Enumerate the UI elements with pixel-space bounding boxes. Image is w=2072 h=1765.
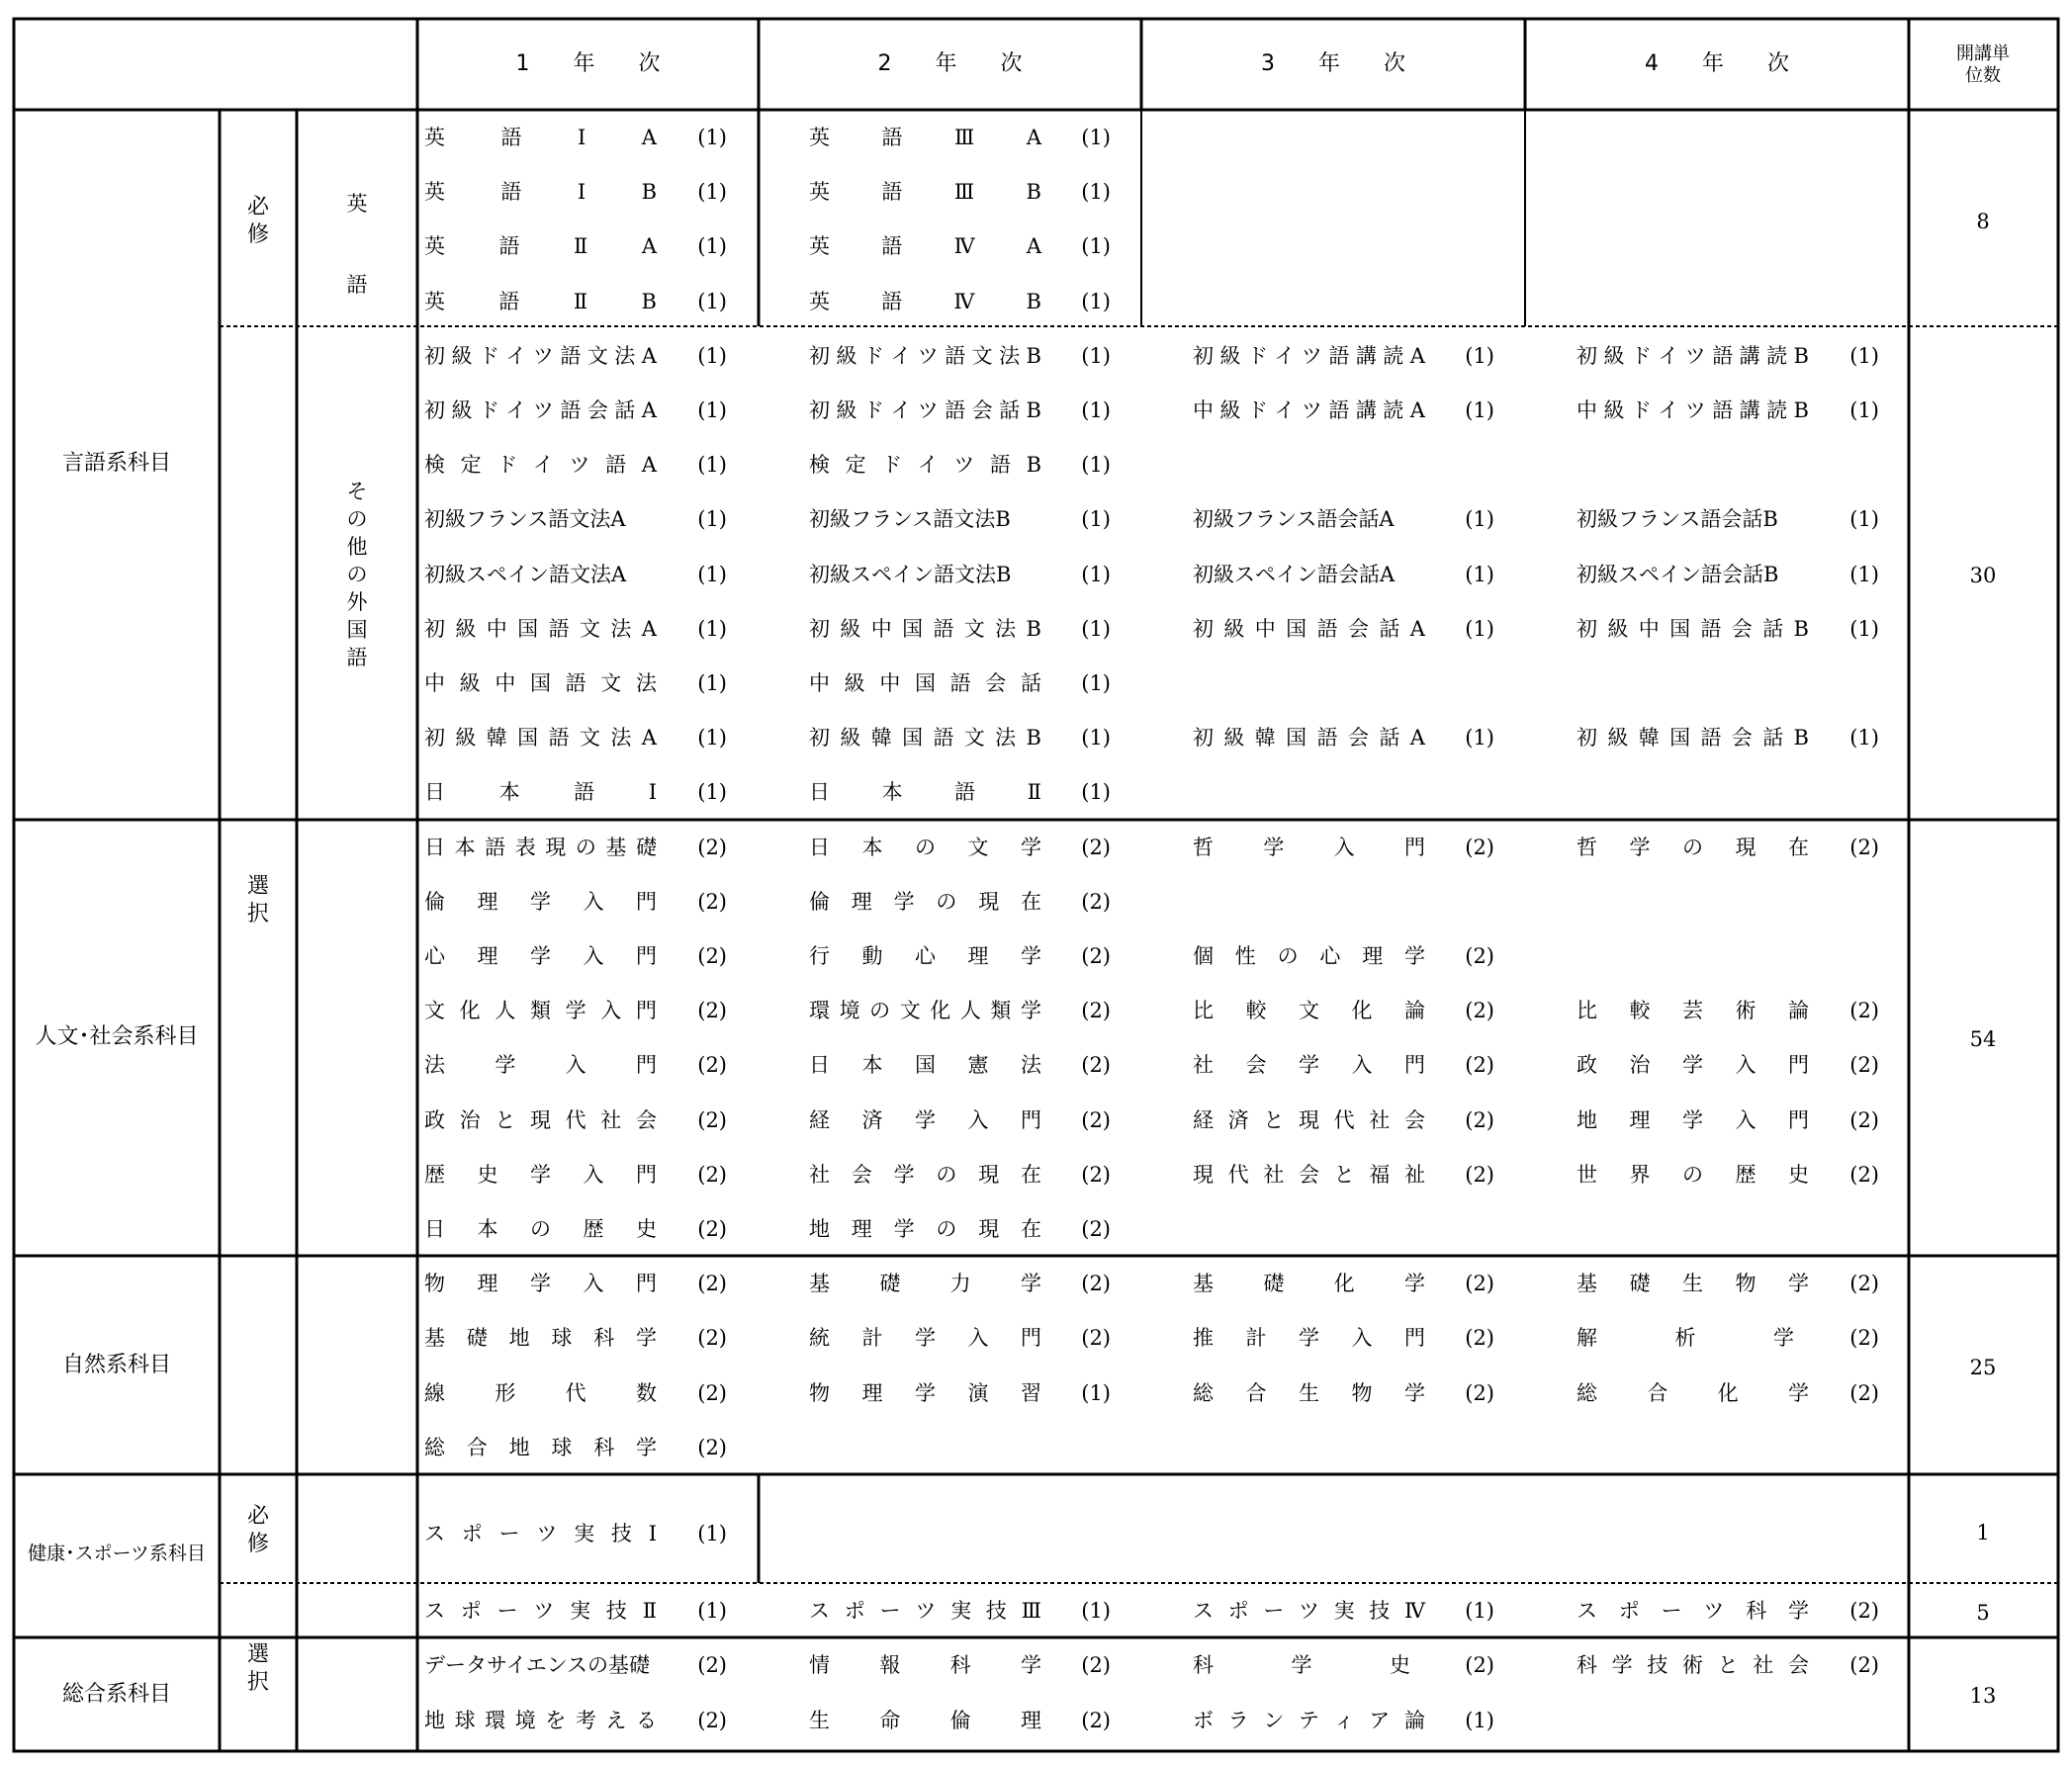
course-credits: (1) bbox=[1465, 562, 1494, 586]
header-year-4: 4 年 次 bbox=[1645, 51, 1789, 76]
course-credits: (1) bbox=[697, 180, 727, 205]
course-credits: (2) bbox=[697, 889, 727, 914]
course-credits: (1) bbox=[697, 289, 727, 313]
course-name: 科 学 史 bbox=[1193, 1653, 1410, 1677]
course-name: 基 礎 生 物 学 bbox=[1577, 1272, 1809, 1296]
course-credits: (1) bbox=[1849, 616, 1879, 641]
course-name: 初級フランス語会話B bbox=[1577, 507, 1778, 532]
course-name: 歴 史 学 入 門 bbox=[424, 1162, 657, 1187]
course-credits: (2) bbox=[697, 1326, 727, 1351]
course-credits: (1) bbox=[1081, 234, 1111, 259]
course-name: ス ポ ー ツ 実 技 Ⅲ bbox=[809, 1599, 1041, 1623]
course-credits: (2) bbox=[697, 999, 727, 1023]
course-name: ス ポ ー ツ 実 技 Ⅳ bbox=[1193, 1599, 1425, 1623]
course-credits: (1) bbox=[697, 1522, 727, 1545]
course-name: 初級スペイン語会話A bbox=[1193, 562, 1396, 586]
course-name: 中 級 中 国 語 文 法 bbox=[424, 671, 657, 695]
course-name: 初 級 韓 国 語 文 法 B bbox=[809, 726, 1041, 750]
course-credits: (2) bbox=[1081, 1053, 1111, 1078]
course-name: 初級フランス語文法B bbox=[809, 507, 1011, 532]
units-general: 13 bbox=[1969, 1684, 1997, 1708]
course-credits: (1) bbox=[1081, 343, 1111, 368]
course-credits: (2) bbox=[1849, 1380, 1879, 1405]
course-name: 個 性 の 心 理 学 bbox=[1193, 944, 1425, 968]
course-name: 初 級 ド イ ツ 語 文 法 A bbox=[424, 343, 657, 368]
course-credits: (2) bbox=[697, 1653, 727, 1677]
course-name: 哲 学 入 門 bbox=[1193, 835, 1425, 859]
header-year-1: 1 年 次 bbox=[515, 51, 661, 76]
course-name: 総 合 生 物 学 bbox=[1193, 1380, 1425, 1405]
course-credits: (1) bbox=[1849, 507, 1879, 532]
course-name: 英 語 Ⅲ A bbox=[809, 126, 1041, 149]
course-credits: (1) bbox=[1081, 289, 1111, 313]
course-credits: (1) bbox=[697, 234, 727, 259]
course-name: 初級スペイン語文法B bbox=[809, 562, 1012, 586]
course-name: 英 語 Ⅰ B bbox=[424, 180, 657, 205]
header-units: 開講単位数 bbox=[1956, 44, 2010, 86]
category-humanities: 人文･社会系科目 bbox=[35, 1024, 199, 1049]
course-name: 比 較 芸 術 論 bbox=[1577, 999, 1809, 1023]
course-credits: (2) bbox=[1465, 1162, 1494, 1187]
course-credits: (2) bbox=[1465, 1380, 1494, 1405]
course-name: 法 学 入 門 bbox=[424, 1053, 657, 1078]
subcategory-english: 英語 bbox=[346, 192, 368, 297]
course-credits: (2) bbox=[1465, 944, 1494, 968]
course-credits: (1) bbox=[697, 671, 727, 695]
flag-elective-general: 選択 bbox=[246, 1642, 269, 1695]
course-credits: (1) bbox=[1081, 671, 1111, 695]
course-credits: (1) bbox=[1849, 726, 1879, 750]
course-credits: (1) bbox=[697, 507, 727, 532]
course-credits: (2) bbox=[1081, 1217, 1111, 1241]
course-credits: (2) bbox=[1849, 1272, 1879, 1296]
course-name: 倫 理 学 入 門 bbox=[424, 889, 657, 914]
course-credits: (2) bbox=[1081, 1653, 1111, 1677]
course-credits: (2) bbox=[1081, 889, 1111, 914]
course-credits: (2) bbox=[1849, 1653, 1879, 1677]
course-name: 総 合 化 学 bbox=[1577, 1380, 1809, 1405]
course-name: 情 報 科 学 bbox=[809, 1653, 1041, 1677]
course-name: 初 級 韓 国 語 会 話 B bbox=[1577, 726, 1809, 750]
course-credits: (2) bbox=[1081, 1272, 1111, 1296]
course-credits: (2) bbox=[697, 1272, 727, 1296]
course-name: 初級フランス語文法A bbox=[424, 507, 626, 532]
course-credits: (2) bbox=[1081, 999, 1111, 1023]
course-credits: (1) bbox=[697, 562, 727, 586]
course-name: 初 級 ド イ ツ 語 文 法 B bbox=[809, 343, 1041, 368]
course-name: 総 合 地 球 科 学 bbox=[424, 1435, 657, 1459]
course-name: 基 礎 力 学 bbox=[809, 1272, 1041, 1296]
course-name: 初 級 中 国 語 会 話 A bbox=[1193, 616, 1425, 641]
course-name: 物 理 学 演 習 bbox=[809, 1380, 1041, 1405]
flag-required: 必修 bbox=[246, 195, 269, 247]
course-credits: (2) bbox=[697, 1709, 727, 1732]
course-credits: (2) bbox=[1849, 1162, 1879, 1187]
course-credits: (1) bbox=[1081, 126, 1111, 149]
course-name: 初 級 韓 国 語 文 法 A bbox=[424, 726, 657, 750]
units-sports-required: 1 bbox=[1976, 1521, 1990, 1544]
course-name: ス ポ ー ツ 科 学 bbox=[1577, 1599, 1809, 1623]
course-name: 英 語 Ⅲ B bbox=[809, 180, 1041, 205]
course-name: 現 代 社 会 と 福 祉 bbox=[1193, 1162, 1425, 1187]
course-credits: (2) bbox=[1849, 1326, 1879, 1351]
course-credits: (1) bbox=[1081, 453, 1111, 478]
course-credits: (1) bbox=[697, 126, 727, 149]
course-name: 中 級 ド イ ツ 語 講 読 B bbox=[1577, 398, 1809, 422]
course-credits: (1) bbox=[697, 726, 727, 750]
course-name: ス ポ ー ツ 実 技 Ⅱ bbox=[424, 1599, 657, 1623]
course-name: 初級スペイン語会話B bbox=[1577, 562, 1779, 586]
units-science: 25 bbox=[1969, 1356, 1997, 1379]
course-credits: (1) bbox=[697, 343, 727, 368]
course-credits: (1) bbox=[1081, 726, 1111, 750]
course-credits: (2) bbox=[697, 1435, 727, 1459]
course-name: データサイエンスの基礎 bbox=[424, 1653, 651, 1677]
header-year-3: 3 年 次 bbox=[1261, 51, 1405, 76]
course-credits: (2) bbox=[1465, 1326, 1494, 1351]
course-name: 英 語 Ⅳ A bbox=[809, 234, 1041, 259]
course-name: 初級スペイン語文法A bbox=[424, 562, 627, 586]
course-credits: (2) bbox=[697, 1162, 727, 1187]
course-credits: (1) bbox=[1465, 343, 1494, 368]
course-credits: (2) bbox=[1849, 1107, 1879, 1132]
course-credits: (1) bbox=[697, 780, 727, 805]
course-name: 中 級 ド イ ツ 語 講 読 A bbox=[1193, 398, 1425, 422]
course-name: 文 化 人 類 学 入 門 bbox=[424, 999, 657, 1023]
course-credits: (1) bbox=[1465, 1709, 1494, 1732]
course-name: 初 級 ド イ ツ 語 会 話 B bbox=[809, 398, 1041, 422]
course-name: 英 語 Ⅳ B bbox=[809, 289, 1041, 313]
course-name: 科 学 技 術 と 社 会 bbox=[1577, 1653, 1809, 1677]
header-year-2: 2 年 次 bbox=[877, 51, 1023, 76]
course-name: 初級フランス語会話A bbox=[1193, 507, 1395, 532]
course-credits: (1) bbox=[1081, 780, 1111, 805]
course-name: 基 礎 地 球 科 学 bbox=[424, 1326, 657, 1351]
course-name: 中 級 中 国 語 会 話 bbox=[809, 671, 1041, 695]
course-credits: (2) bbox=[1849, 1599, 1879, 1623]
course-name: 日 本 国 憲 法 bbox=[809, 1053, 1041, 1078]
course-name: 世 界 の 歴 史 bbox=[1577, 1162, 1809, 1187]
course-credits: (2) bbox=[697, 835, 727, 859]
course-credits: (2) bbox=[697, 1107, 727, 1132]
course-name: 初 級 ド イ ツ 語 講 読 B bbox=[1577, 343, 1809, 368]
course-credits: (2) bbox=[1465, 835, 1494, 859]
subcategory-other-foreign: その他の外国語 bbox=[346, 480, 368, 669]
course-name: 基 礎 化 学 bbox=[1193, 1272, 1425, 1296]
course-name: 英 語 Ⅱ B bbox=[424, 289, 657, 313]
course-credits: (2) bbox=[1081, 1107, 1111, 1132]
course-credits: (1) bbox=[697, 1599, 727, 1623]
course-credits: (1) bbox=[1465, 1599, 1494, 1623]
course-credits: (2) bbox=[1849, 1053, 1879, 1078]
course-name: 英 語 Ⅰ A bbox=[424, 126, 657, 149]
course-name: ス ポ ー ツ 実 技 Ⅰ bbox=[424, 1522, 657, 1545]
course-credits: (1) bbox=[1849, 562, 1879, 586]
course-name: 日 本 の 歴 史 bbox=[424, 1217, 657, 1241]
course-credits: (1) bbox=[1465, 507, 1494, 532]
course-name: 初 級 ド イ ツ 語 講 読 A bbox=[1193, 343, 1425, 368]
course-name: 哲 学 の 現 在 bbox=[1577, 835, 1809, 859]
course-credits: (2) bbox=[1081, 1709, 1111, 1732]
course-credits: (1) bbox=[1081, 398, 1111, 422]
course-credits: (1) bbox=[697, 398, 727, 422]
course-credits: (2) bbox=[1465, 1653, 1494, 1677]
course-name: 推 計 学 入 門 bbox=[1193, 1326, 1425, 1351]
course-name: 倫 理 学 の 現 在 bbox=[809, 889, 1041, 914]
category-health-sports: 健康･スポーツ系科目 bbox=[28, 1543, 206, 1564]
course-name: 英 語 Ⅱ A bbox=[424, 234, 657, 259]
course-credits: (2) bbox=[697, 1053, 727, 1078]
course-name: 環 境 の 文 化 人 類 学 bbox=[809, 999, 1041, 1023]
course-name: 物 理 学 入 門 bbox=[424, 1272, 657, 1296]
course-name: 社 会 学 の 現 在 bbox=[809, 1162, 1041, 1187]
course-credits: (2) bbox=[1465, 1272, 1494, 1296]
course-credits: (1) bbox=[1849, 398, 1879, 422]
course-name: 比 較 文 化 論 bbox=[1193, 999, 1425, 1023]
course-name: 地 理 学 の 現 在 bbox=[809, 1217, 1041, 1241]
course-credits: (1) bbox=[1081, 562, 1111, 586]
units-sports-elective: 5 bbox=[1976, 1601, 1990, 1625]
course-name: 政 治 学 入 門 bbox=[1577, 1053, 1809, 1078]
course-name: 生 命 倫 理 bbox=[809, 1709, 1041, 1732]
course-name: 初 級 ド イ ツ 語 会 話 A bbox=[424, 398, 657, 422]
course-name: 心 理 学 入 門 bbox=[424, 944, 657, 968]
course-credits: (1) bbox=[697, 453, 727, 478]
category-science: 自然系科目 bbox=[61, 1353, 171, 1377]
category-general: 総合系科目 bbox=[61, 1682, 171, 1707]
course-name: 初 級 中 国 語 会 話 B bbox=[1577, 616, 1809, 641]
course-credits: (2) bbox=[1465, 999, 1494, 1023]
course-credits: (2) bbox=[1849, 999, 1879, 1023]
course-name: 地 球 環 境 を 考 え る bbox=[424, 1709, 657, 1732]
course-name: 日 本 語 表 現 の 基 礎 bbox=[424, 835, 657, 859]
units-english: 8 bbox=[1976, 210, 1990, 233]
course-credits: (1) bbox=[1081, 180, 1111, 205]
course-credits: (2) bbox=[1081, 1162, 1111, 1187]
course-name: 政 治 と 現 代 社 会 bbox=[424, 1107, 657, 1132]
course-credits: (1) bbox=[1081, 507, 1111, 532]
course-name: 経 済 と 現 代 社 会 bbox=[1193, 1107, 1425, 1132]
course-name: 解 析 学 bbox=[1577, 1326, 1794, 1351]
course-credits: (1) bbox=[697, 616, 727, 641]
course-name: 経 済 学 入 門 bbox=[809, 1107, 1041, 1132]
course-name: 検 定 ド イ ツ 語 B bbox=[809, 453, 1041, 478]
course-name: 初 級 中 国 語 文 法 B bbox=[809, 616, 1041, 641]
course-credits: (1) bbox=[1849, 343, 1879, 368]
course-credits: (2) bbox=[1081, 1326, 1111, 1351]
course-name: 日 本 語 Ⅰ bbox=[424, 780, 657, 805]
category-language: 言語系科目 bbox=[61, 451, 171, 476]
course-credits: (1) bbox=[1081, 616, 1111, 641]
course-credits: (2) bbox=[697, 1217, 727, 1241]
course-credits: (1) bbox=[1465, 616, 1494, 641]
flag-required-sports: 必修 bbox=[246, 1504, 269, 1556]
course-credits: (1) bbox=[1465, 726, 1494, 750]
units-humanities: 54 bbox=[1969, 1027, 1997, 1051]
course-name: 統 計 学 入 門 bbox=[809, 1326, 1041, 1351]
course-credits: (2) bbox=[1465, 1107, 1494, 1132]
course-name: 日 本 の 文 学 bbox=[809, 835, 1041, 859]
course-name: 行 動 心 理 学 bbox=[809, 944, 1041, 968]
course-credits: (2) bbox=[1081, 835, 1111, 859]
course-name: 初 級 中 国 語 文 法 A bbox=[424, 616, 657, 641]
course-name: 初 級 韓 国 語 会 話 A bbox=[1193, 726, 1425, 750]
course-credits: (1) bbox=[1081, 1599, 1111, 1623]
course-name: 線 形 代 数 bbox=[424, 1380, 657, 1405]
course-name: ボ ラ ン テ ィ ア 論 bbox=[1193, 1709, 1425, 1732]
course-credits: (1) bbox=[1081, 1380, 1111, 1405]
course-credits: (2) bbox=[1849, 835, 1879, 859]
flag-elective: 選択 bbox=[246, 874, 269, 927]
course-credits: (1) bbox=[1465, 398, 1494, 422]
course-name: 検 定 ド イ ツ 語 A bbox=[424, 453, 657, 478]
course-name: 日 本 語 Ⅱ bbox=[809, 780, 1041, 805]
course-credits: (2) bbox=[1081, 944, 1111, 968]
course-name: 地 理 学 入 門 bbox=[1577, 1107, 1809, 1132]
course-credits: (2) bbox=[697, 944, 727, 968]
course-name: 社 会 学 入 門 bbox=[1193, 1053, 1425, 1078]
course-credits: (2) bbox=[1465, 1053, 1494, 1078]
units-other-foreign: 30 bbox=[1969, 564, 1997, 587]
course-credits: (2) bbox=[697, 1380, 727, 1405]
